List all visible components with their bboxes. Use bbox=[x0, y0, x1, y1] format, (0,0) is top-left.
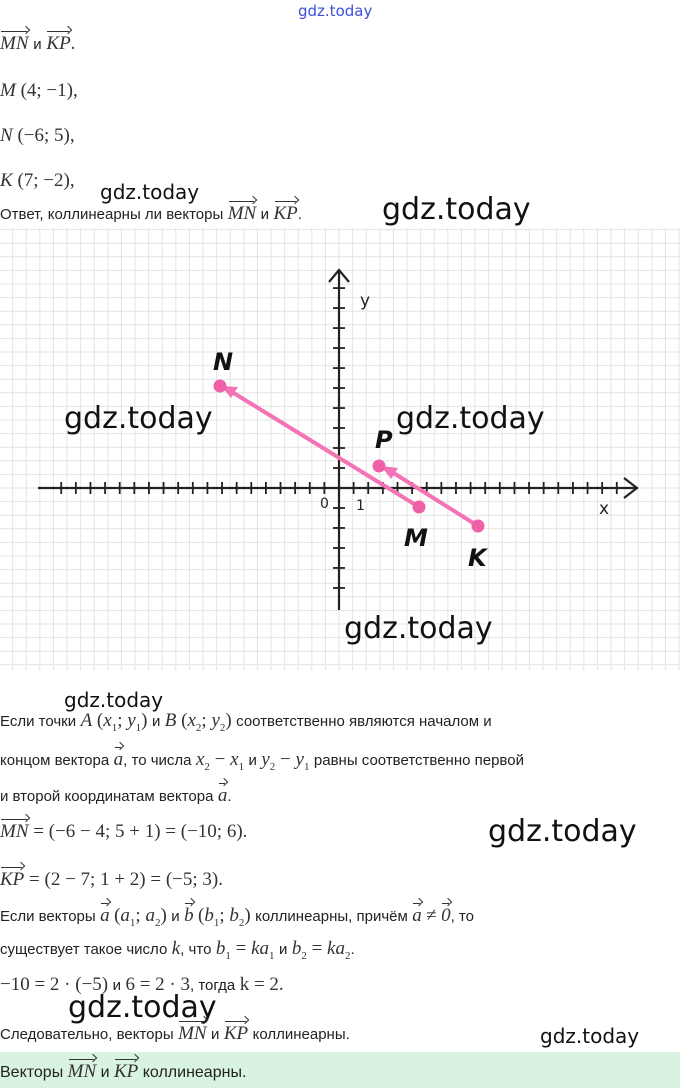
watermark: gdz.today bbox=[540, 1024, 640, 1048]
watermark: gdz.today bbox=[396, 401, 545, 436]
vector-a: a bbox=[412, 902, 422, 927]
watermark: gdz.today bbox=[344, 611, 493, 646]
task-vectors-line: MN и KP. bbox=[0, 30, 75, 55]
solution-line-2: концом вектора a, то числа $x_2 - x_1$ и $y_2 - y_1$ равны соответственно первой bbox=[0, 746, 524, 773]
point-m-label: M bbox=[404, 524, 428, 552]
kp-calculation: KP = (2 − 7; 1 + 2) = (−5; 3). bbox=[0, 866, 223, 891]
watermark: gdz.today bbox=[100, 180, 200, 204]
coordinate-graph bbox=[0, 228, 680, 670]
origin-label: 0 bbox=[320, 496, 329, 512]
vector-a: a bbox=[114, 746, 124, 771]
point-k-label: K bbox=[468, 544, 487, 572]
vector-mn: MN bbox=[0, 818, 29, 843]
vector-kp: KP bbox=[46, 30, 70, 55]
x-axis-label: x bbox=[599, 499, 610, 519]
point-k bbox=[472, 520, 485, 533]
vector-mn: MN bbox=[228, 200, 257, 225]
axes bbox=[38, 270, 637, 610]
point-n-coords: N (−6; 5), bbox=[0, 125, 75, 146]
answer-bar bbox=[0, 1052, 680, 1088]
solution-line-1: Если точки A ($x_1$; $y_1$) и B ($x_2$; $y_2$) соответственно являются началом и bbox=[0, 710, 492, 734]
vector-kp: KP bbox=[0, 866, 24, 891]
point-m bbox=[413, 501, 426, 514]
watermark: gdz.today bbox=[488, 814, 637, 849]
watermark: gdz.today bbox=[64, 401, 213, 436]
vector-a: a bbox=[100, 902, 110, 927]
point-m-coords: M (4; −1), bbox=[0, 80, 78, 101]
point-p-label: P bbox=[375, 426, 393, 454]
vector-kp: KP bbox=[224, 1020, 248, 1045]
watermark: gdz.today bbox=[64, 688, 164, 712]
solution-line-8: −10 = 2 · (−5) и 6 = 2 · 3, тогда k = 2. bbox=[0, 974, 284, 995]
vector-mn: MN bbox=[178, 1020, 207, 1045]
answer-text: Векторы MN и KP коллинеарны. bbox=[0, 1058, 246, 1083]
watermark: gdz.today bbox=[382, 192, 531, 227]
vector-a: a bbox=[218, 782, 228, 807]
solution-line-7: существует такое число k, что $b_1 = ka_1$ и $b_2 = ka_2$. bbox=[0, 938, 355, 962]
point-p bbox=[373, 460, 386, 473]
vector-mn: MN bbox=[0, 30, 29, 55]
vector-kp: KP bbox=[114, 1058, 138, 1083]
watermark-top: gdz.today bbox=[298, 2, 373, 20]
vector-b: b bbox=[184, 902, 194, 927]
solution-line-6: Если векторы a ($a_1$; $a_2$) и b ($b_1$; $b_2$) коллинеарны, причём a ≠ 0, то bbox=[0, 902, 474, 929]
question-line: Ответ, коллинеарны ли векторы MN и KP. bbox=[0, 200, 302, 225]
unit-label: 1 bbox=[356, 498, 365, 514]
zero-vector: 0 bbox=[441, 902, 451, 927]
solution-line-3: и второй координатам вектора a. bbox=[0, 782, 232, 807]
vector-mn: MN bbox=[68, 1058, 97, 1083]
watermark: gdz.today bbox=[68, 990, 217, 1025]
point-n-label: N bbox=[213, 348, 234, 376]
mn-calculation: MN = (−6 − 4; 5 + 1) = (−10; 6). bbox=[0, 818, 247, 843]
vector-kp: KP bbox=[274, 200, 298, 225]
solution-line-9: Следовательно, векторы MN и KP коллинеарны. bbox=[0, 1020, 350, 1045]
y-axis-label: y bbox=[360, 291, 371, 311]
point-k-coords: K (7; −2), bbox=[0, 170, 75, 191]
point-n bbox=[214, 380, 227, 393]
